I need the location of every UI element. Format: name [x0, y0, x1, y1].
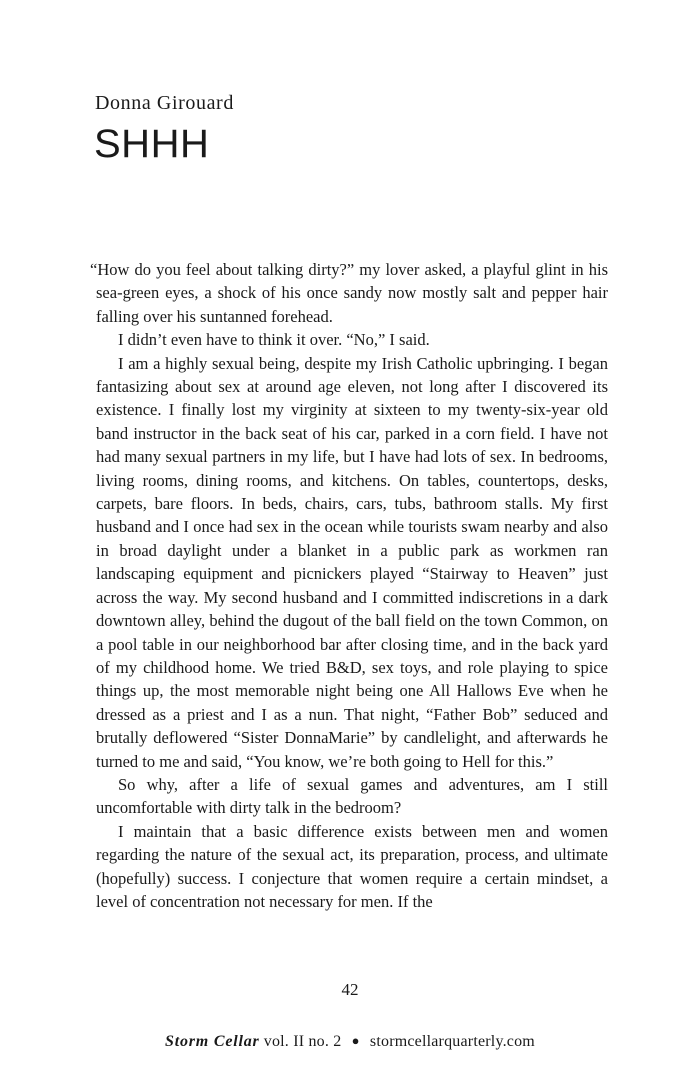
- journal-issue: vol. II no. 2: [263, 1033, 342, 1050]
- paragraph-2: I didn’t even have to think it over. “No,” I said.: [118, 330, 430, 350]
- journal-name: Storm Cellar: [165, 1033, 260, 1050]
- page-number: 42: [341, 980, 359, 999]
- story-body: [90, 258, 608, 913]
- journal-website: stormcellarquarterly.com: [369, 1033, 535, 1050]
- paragraph-3: I am a highly sexual being, despite my Irish Catholic upbringing. I began fantasizing about sex at around age eleven, not long after I discovered its existence. I finally lost my virginity at sixteen to my twenty-six-year old band instructor in the back seat of his car, parked in a corn field. I have not had many sexual partners in my life, but I have had lots of sex. In bedrooms, living rooms, dining rooms, and kitchens. On tables, countertops, desks, carpets, bare floors. In beds, chairs, cars, tubs, bathroom stalls. My first husband and I once had sex in the ocean while tourists swam nearby and also in broad daylight under a blanket in a public park as workmen ran landscaping equipment and picnickers played “Stairway to Heaven” just across the way. My second husband and I committed indiscretions in a dark downtown alley, behind the dugout of the ball field on the town Common, on a pool table in our neighborhood bar after closing time, and in the back yard of my childhood home. We tried B&D, sex toys, and role playing to spice things up, the most memorable night being one All Hallows Eve when he dressed as a priest and I as a nun. That night, “Father Bob” seduced and brutally deflowered “Sister DonnaMarie” by candlelight, and afterwards he turned to me and said, “You know, we’re both going to Hell for this.”: [96, 353, 608, 771]
- story-title: SHHH: [94, 122, 210, 166]
- footer: [0, 1033, 700, 1051]
- paragraph-5: I maintain that a basic difference exists between men and women regarding the nature of the sexual act, its preparation, process, and ultimate (hopefully) success. I conjecture that women require a certain mindset, a level of concentration not necessary for men. If the: [96, 821, 608, 911]
- author-name: Donna Girouard: [95, 92, 234, 114]
- paragraph-1: “How do you feel about talking dirty?” my lover asked, a playful glint in his sea-green eyes, a shock of his once sandy now mostly salt and pepper hair falling over his suntanned forehead.: [90, 260, 608, 326]
- bullet-separator-icon: ●: [351, 1033, 360, 1048]
- paragraph-4: So why, after a life of sexual games and adventures, am I still uncomfortable with dirty talk in the bedroom?: [96, 774, 608, 818]
